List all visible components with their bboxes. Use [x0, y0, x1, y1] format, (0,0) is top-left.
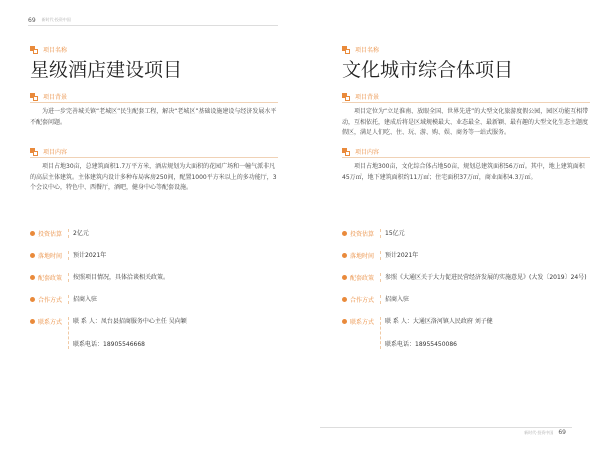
content-text: 项目占地30亩，总建筑面积1.7万平方米，酒店规划为大面积的花园广场和一幢气派非凡的高层主体建筑。主体建筑内设计多种布局客房250间，配置1000平方米以上的多功能厅，3个会议中心，特色中、西餐厅，酒吧，健身中心等配套设施。 [30, 163, 277, 191]
square-bullet-icon [30, 93, 40, 101]
row-label: 投资估算 [38, 231, 63, 238]
section-divider [30, 102, 278, 103]
row-label: 合作方式 [38, 297, 63, 304]
square-bullet-icon [30, 46, 40, 54]
tag-label: 项目背景 [355, 94, 380, 101]
policy-value: 按照项目情况，具体洽谈相关政策。 [68, 273, 169, 282]
policy-row [342, 273, 592, 295]
contact-row [30, 317, 280, 348]
background-text: 项目定位为“立足淮南、放眼全国、世界先进”的大型文化旅游度假公园，园区功能互相带动，互相依托，建成后将是区域规模最大、业态最全、最新颖、最有趣的大型文化生态主题度假区，满足人们吃、住、玩、游、购、娱、商务等一站式服务。 [342, 108, 589, 136]
contact-phone: 联系电话：18955450086 [385, 341, 457, 348]
project-title: 文化城市综合体项目 [342, 59, 514, 81]
running-footer: 新时代·投资中国 [524, 429, 554, 435]
footer-divider [320, 427, 572, 428]
cooperation-row [342, 295, 592, 317]
contact-person: 联 系 人：凤台县招商服务中心主任 吴向颖 [73, 318, 187, 325]
tag-label: 项目内容 [43, 149, 68, 156]
left-project [30, 45, 280, 202]
schedule-value: 预计2021年 [68, 251, 106, 260]
right-info-rows [342, 229, 592, 348]
bullet-icon [30, 231, 35, 236]
project-name-tag [342, 45, 592, 54]
section-divider [342, 157, 590, 158]
square-bullet-icon [342, 148, 352, 156]
left-info-rows [30, 229, 280, 348]
header-divider [28, 25, 278, 26]
contact-value [380, 317, 493, 349]
page-header [28, 16, 71, 24]
row-label: 联系方式 [38, 319, 63, 326]
cooperation-value: 招商入驻 [68, 295, 97, 304]
policy-value: 参照《大通区关于大力促进民营经济发展的实施意见》(大发〔2019〕24号) [380, 273, 587, 282]
content-tag [342, 147, 592, 156]
bullet-icon [342, 275, 347, 280]
background-tag [342, 92, 592, 101]
investment-row [30, 229, 280, 251]
tag-label: 项目背景 [43, 94, 68, 101]
square-bullet-icon [342, 46, 352, 54]
bullet-icon [30, 253, 35, 258]
project-name-tag [30, 45, 280, 54]
content-text: 项目占地300亩，文化综合体占地50亩，规划总建筑面积56万㎡。其中，地上建筑面积45万㎡，地下建筑面积约11万㎡；住宅面积37万㎡，商业面积4.3万㎡。 [342, 163, 585, 181]
bullet-icon [342, 297, 347, 302]
bullet-icon [342, 319, 347, 324]
contact-phone: 联系电话：18905546668 [73, 341, 145, 348]
bullet-icon [30, 319, 35, 324]
row-label: 落地时间 [350, 253, 375, 260]
investment-value: 15亿元 [380, 229, 405, 238]
row-label: 投资估算 [350, 231, 375, 238]
contact-value [68, 317, 187, 349]
row-label: 合作方式 [350, 297, 375, 304]
schedule-row [342, 251, 592, 273]
running-header: 新时代·投资中国 [41, 17, 71, 22]
background-tag [30, 92, 280, 101]
section-divider [342, 102, 590, 103]
bullet-icon [342, 253, 347, 258]
square-bullet-icon [30, 148, 40, 156]
content-tag [30, 147, 280, 156]
bullet-icon [30, 297, 35, 302]
schedule-row [30, 251, 280, 273]
bullet-icon [342, 231, 347, 236]
right-project [342, 45, 592, 202]
section-divider [30, 157, 278, 158]
schedule-value: 预计2021年 [380, 251, 418, 260]
row-label: 配套政策 [38, 275, 63, 282]
policy-row [30, 273, 280, 295]
project-title: 星级酒店建设项目 [30, 59, 183, 81]
square-bullet-icon [342, 93, 352, 101]
investment-row [342, 229, 592, 251]
background-text: 为进一步完善城关镇“老城区”民生配套工程，解决“老城区”基础设施建设与经济发展水平不配套问题。 [30, 108, 277, 126]
bullet-icon [30, 275, 35, 280]
cooperation-row [30, 295, 280, 317]
contact-row [342, 317, 592, 348]
page-number-right: 69 [558, 429, 566, 436]
cooperation-value: 招商入驻 [380, 295, 409, 304]
contact-person: 联 系 人：大通区洛河镇人民政府 刘子健 [385, 318, 493, 325]
investment-value: 2亿元 [68, 229, 89, 238]
page-footer [524, 429, 572, 436]
row-label: 配套政策 [350, 275, 375, 282]
tag-label: 项目名称 [43, 47, 68, 54]
tag-label: 项目名称 [355, 47, 380, 54]
row-label: 落地时间 [38, 253, 63, 260]
row-label: 联系方式 [350, 319, 375, 326]
page-number-left: 69 [28, 16, 36, 24]
tag-label: 项目内容 [355, 149, 380, 156]
